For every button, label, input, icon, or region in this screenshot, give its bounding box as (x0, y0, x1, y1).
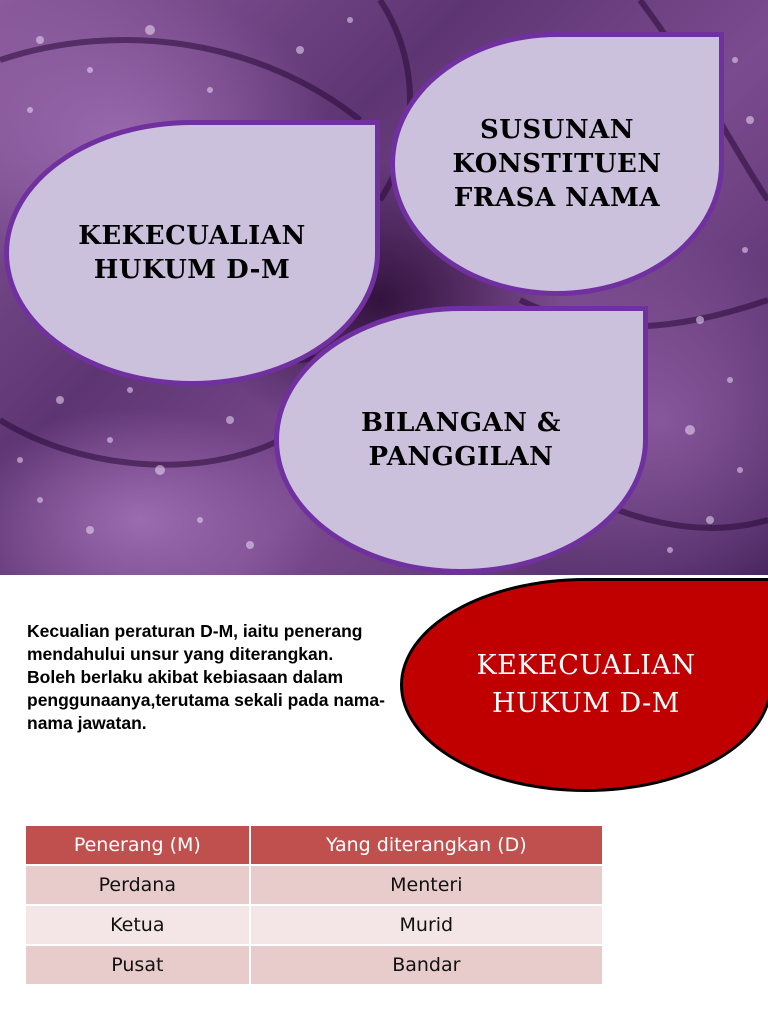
table-cell: Perdana (26, 865, 250, 905)
table-row (26, 945, 602, 984)
table-row (26, 905, 602, 945)
topic-bilangan-label: BILANGAN & PANGGILAN (360, 408, 562, 472)
table-cell: Menteri (250, 865, 602, 905)
table-cell: Bandar (250, 945, 602, 984)
topic-susunan-drop[interactable] (390, 32, 724, 296)
section-title: KEKECUALIAN HUKUM D-M (476, 650, 696, 719)
explanation-text (27, 620, 397, 735)
dm-exception-table (26, 826, 602, 984)
table-cell: Pusat (26, 945, 250, 984)
explanation-paragraph-1: Kecualian peraturan D-M, iaitu penerang mendahului unsur yang diterangkan. (27, 621, 363, 664)
topic-susunan-label: SUSUNAN KONSTITUEN FRASA NAMA (452, 115, 662, 213)
explanation-paragraph-2: Boleh berlaku akibat kebiasaan dalam penggunaanya,terutama sekali pada nama-nama jawatan. (27, 667, 385, 733)
topic-kekecualian-label: KEKECUALIAN HUKUM D-M (78, 221, 306, 285)
topic-kekecualian-drop[interactable] (4, 120, 380, 386)
header-penerang: Penerang (M) (26, 826, 250, 865)
table-header-row (26, 826, 602, 865)
header-diterangkan: Yang diterangkan (D) (250, 826, 602, 865)
topic-bilangan-drop[interactable] (274, 306, 648, 574)
table-cell: Ketua (26, 905, 250, 945)
section-title-drop (400, 578, 768, 792)
table-row (26, 865, 602, 905)
table-cell: Murid (250, 905, 602, 945)
